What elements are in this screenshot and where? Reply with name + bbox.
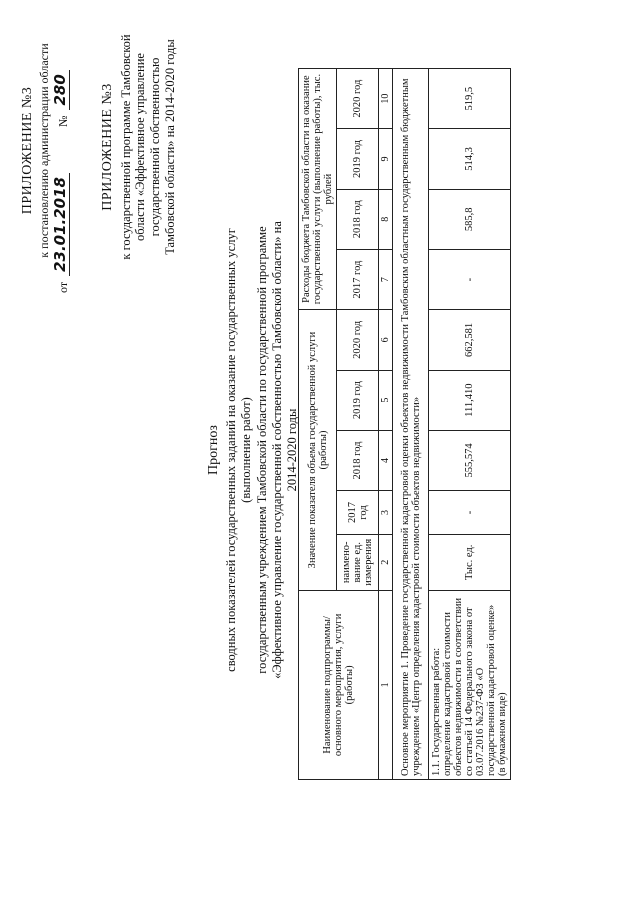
appendix-decree-line: к постановлению администрации области [36, 43, 51, 258]
col-number: 4 [379, 430, 393, 490]
col-number: 10 [379, 69, 393, 129]
col-number: 7 [379, 249, 393, 309]
document-subtitle-line3: «Эффективное управление государственной собственностью Тамбовской области» на 2014-2020 годы [269, 221, 300, 679]
col-number: 6 [379, 310, 393, 370]
forecast-table [298, 68, 511, 780]
row-volume-2017: - [429, 491, 511, 535]
from-label: от [56, 281, 71, 293]
header-exp-2017: 2017 год [337, 249, 379, 309]
header-vol-2020: 2020 год [337, 310, 379, 370]
number-label: № [56, 115, 71, 127]
col-number: 1 [379, 590, 393, 779]
appendix-program-line1: к государственной программе Тамбовской [118, 34, 133, 260]
col-number: 3 [379, 491, 393, 535]
appendix-program-line3: государственной собственностью [148, 57, 163, 237]
col-number: 8 [379, 189, 393, 249]
header-expense: Расходы бюджета Тамбовской области на оказание государственной услуги (выполнение работы), тыс. рублей [299, 69, 337, 310]
row-expense-2017: - [429, 249, 511, 309]
header-unit: наимено-вание ед. измерения [337, 534, 379, 590]
document-subtitle-line1: сводных показателей государственных заданий на оказание государственных услуг (выполнение работ) [224, 228, 254, 672]
appendix-header-program [100, 17, 178, 277]
document-subtitle-line2: государственным учреждением Тамбовской области по государственной программе [254, 226, 269, 674]
col-number: 5 [379, 370, 393, 430]
appendix-program-line4: Тамбовской области» на 2014-2020 годы [162, 39, 177, 255]
appendix-date-row [52, 8, 71, 293]
appendix-header-decree [20, 8, 70, 293]
header-volume: Значение показателя объема государственной услуги (работы) [299, 310, 337, 591]
row-unit: Тыс. ед. [429, 534, 511, 590]
appendix-program-title: ПРИЛОЖЕНИЕ №3 [100, 83, 115, 211]
row-name: 1.1. Государственная работа: определение кадастровой стоимости объектов недвижимости в соответствии со статьей 14 Федерального закона от 03.07.2016 №237-ФЗ «О государственной кадастровой оценке» (в бумажном виде) [429, 590, 511, 779]
row-expense-2018: 585,8 [429, 189, 511, 249]
header-vol-2017: 2017 год [337, 491, 379, 535]
handwritten-date: 23.01.2018 [52, 173, 71, 276]
handwritten-number: 280 [52, 70, 71, 109]
document-title: Прогноз [206, 425, 221, 475]
col-number: 2 [379, 534, 393, 590]
table-row [429, 69, 511, 780]
row-volume-2019: 111,410 [429, 370, 511, 430]
section-row-main-activity: Основное мероприятие 1. Проведение государственной кадастровой оценки объектов недвижимости Тамбовским областным государственным бюджетным учреждением «Центр определения кадастровой стоимости объектов недвижимости» [393, 69, 429, 780]
document-title-block [205, 205, 300, 695]
row-expense-2020: 519,5 [429, 69, 511, 129]
header-name: Наименование подпрограммы/основного мероприятия, услуги (работы) [299, 590, 379, 779]
header-exp-2019: 2019 год [337, 129, 379, 189]
col-number: 9 [379, 129, 393, 189]
column-number-row [379, 69, 393, 780]
header-vol-2018: 2018 год [337, 430, 379, 490]
row-volume-2018: 555,574 [429, 430, 511, 490]
appendix-title: ПРИЛОЖЕНИЕ №3 [20, 86, 35, 215]
header-vol-2019: 2019 год [337, 370, 379, 430]
row-expense-2019: 514,3 [429, 129, 511, 189]
header-exp-2018: 2018 год [337, 189, 379, 249]
row-volume-2020: 662,581 [429, 310, 511, 370]
appendix-program-line2: области «Эффективное управление [133, 53, 148, 242]
header-exp-2020: 2020 год [337, 69, 379, 129]
